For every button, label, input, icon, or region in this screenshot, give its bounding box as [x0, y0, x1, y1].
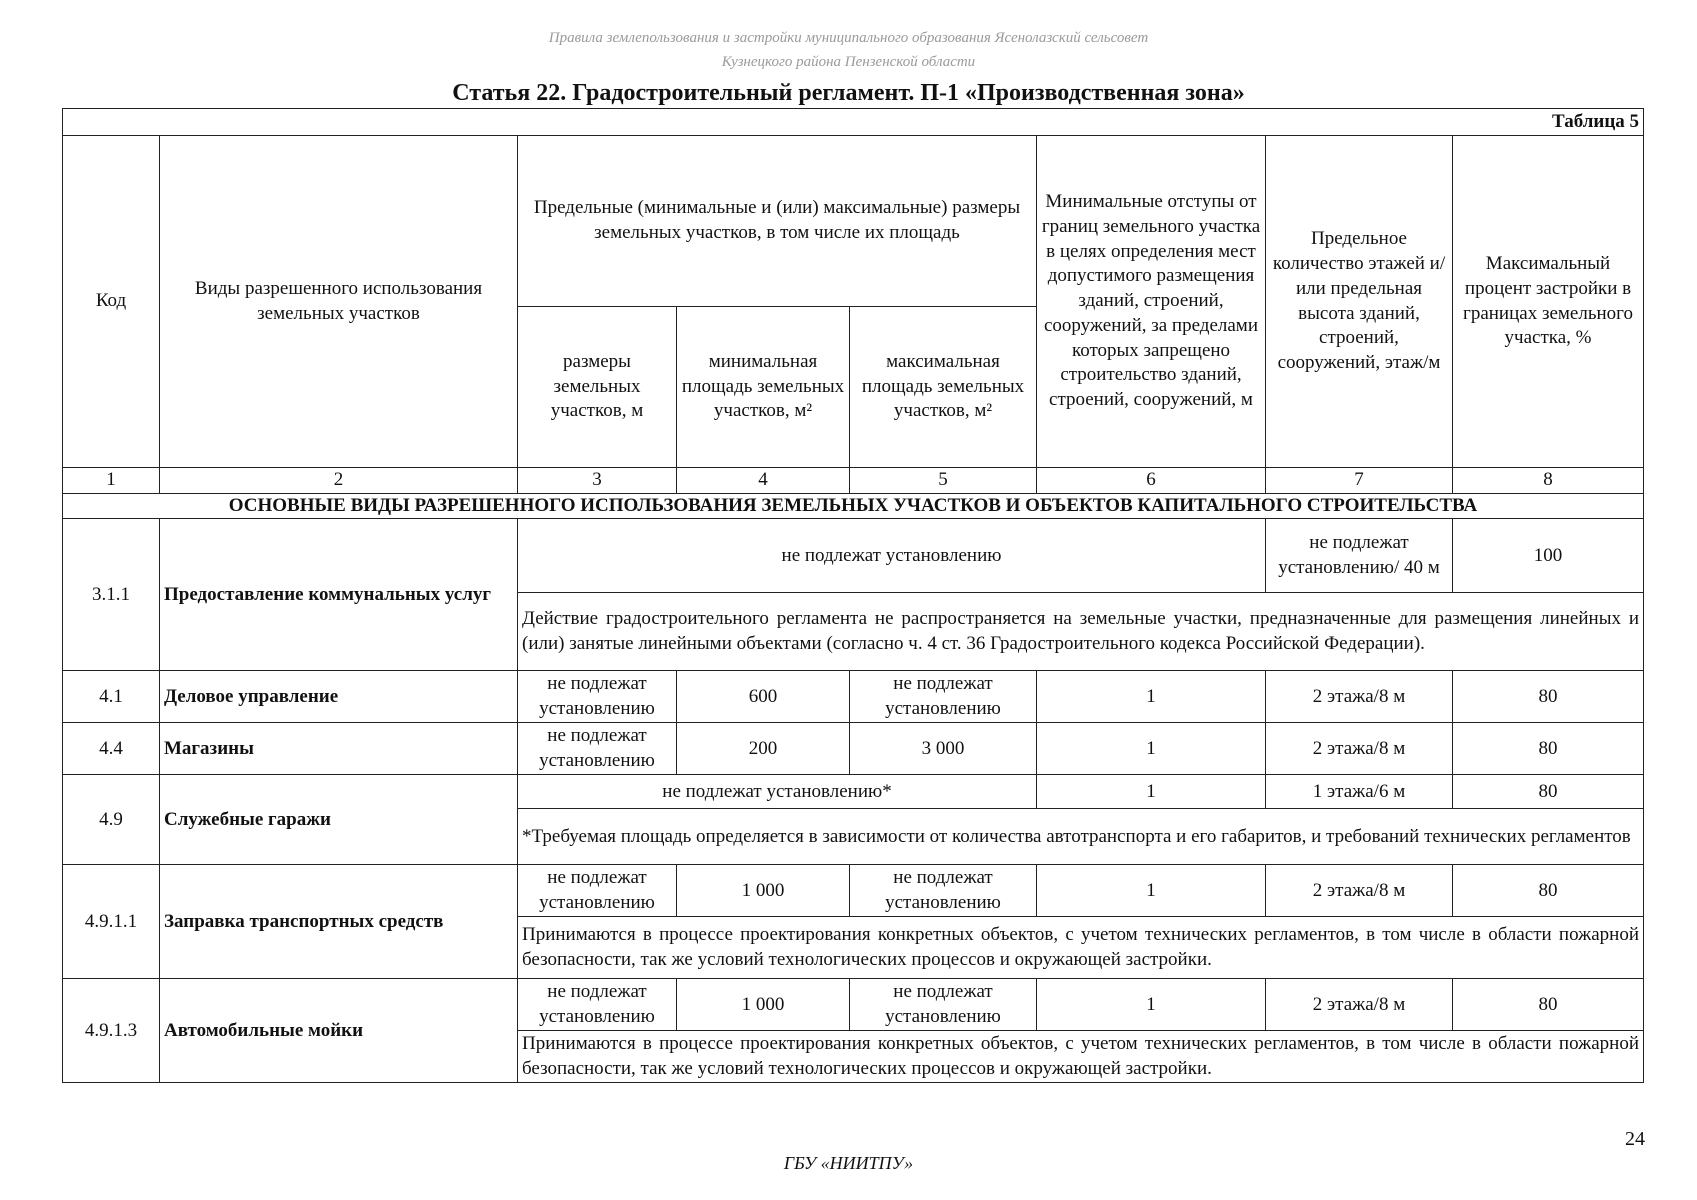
row-name: Служебные гаражи	[160, 775, 518, 865]
row-code: 4.4	[63, 723, 160, 775]
row-setbacks: 1	[1037, 671, 1266, 723]
row-merged-value: не подлежат установлению	[518, 519, 1266, 593]
row-floors: 2 этажа/8 м	[1266, 979, 1453, 1031]
row-name: Автомобильные мойки	[160, 979, 518, 1083]
row-coverage: 80	[1453, 865, 1644, 917]
row-setbacks: 1	[1037, 775, 1266, 809]
column-number: 7	[1266, 468, 1453, 494]
row-coverage: 80	[1453, 671, 1644, 723]
table-row	[63, 723, 1644, 775]
row-min-area: 1 000	[677, 865, 850, 917]
row-coverage: 80	[1453, 775, 1644, 809]
column-number: 4	[677, 468, 850, 494]
table-row	[63, 865, 1644, 917]
row-sizes: не подлежат установлению	[518, 979, 677, 1031]
row-min-area: 200	[677, 723, 850, 775]
row-sizes: не подлежат установлению	[518, 671, 677, 723]
row-min-area: 600	[677, 671, 850, 723]
section-title: ОСНОВНЫЕ ВИДЫ РАЗРЕШЕННОГО ИСПОЛЬЗОВАНИЯ ЗЕМЕЛЬНЫХ УЧАСТКОВ И ОБЪЕКТОВ КАПИТАЛЬНОГО СТРОИТЕЛЬСТВА	[63, 493, 1644, 519]
header-limits: Предельные (минимальные и (или) максимальные) размеры земельных участков, в том числе их площадь	[518, 136, 1037, 307]
running-header-line1: Правила землепользования и застройки муниципального образования Ясенолазский сельсовет	[548, 30, 1149, 46]
row-name: Предоставление коммунальных услуг	[160, 519, 518, 671]
column-number: 5	[850, 468, 1037, 494]
row-merged-value: не подлежат установлению*	[518, 775, 1037, 809]
row-setbacks: 1	[1037, 865, 1266, 917]
row-name: Заправка транспортных средств	[160, 865, 518, 979]
column-numbers-row	[63, 468, 1644, 494]
running-header-line2: Кузнецкого района Пензенской области	[721, 54, 976, 70]
row-floors: не подлежат установлению/ 40 м	[1266, 519, 1453, 593]
row-setbacks: 1	[1037, 723, 1266, 775]
row-max-area: не подлежат установлению	[850, 865, 1037, 917]
header-floors: Предельное количество этажей и/или предельная высота зданий, строений, сооружений, этаж/м	[1266, 136, 1453, 468]
header-types: Виды разрешенного использования земельных участков	[160, 136, 518, 468]
page-footer: ГБУ «НИИТПУ»	[783, 1153, 914, 1173]
header-min-area: минимальная площадь земельных участков, м²	[677, 307, 850, 468]
row-max-area: не подлежат установлению	[850, 671, 1037, 723]
row-coverage: 100	[1453, 519, 1644, 593]
row-floors: 1 этажа/6 м	[1266, 775, 1453, 809]
header-max-area: максимальная площадь земельных участков, м²	[850, 307, 1037, 468]
row-note: *Требуемая площадь определяется в зависимости от количества автотранспорта и его габаритов, и требований технических регламентов	[518, 809, 1644, 865]
header-code: Код	[63, 136, 160, 468]
header-sizes: размеры земельных участков, м	[518, 307, 677, 468]
table-label: Таблица 5	[63, 109, 1644, 136]
page-number: 24	[1625, 1128, 1645, 1150]
row-note: Действие градостроительного регламента не распространяется на земельные участки, предназначенные для размещения линейных и (или) занятые линейными объектами (согласно ч. 4 ст. 36 Градостроительного кодекса Российской Федерации).	[518, 593, 1644, 671]
page-title: Статья 22. Градостроительный регламент. П-1 «Производственная зона»	[452, 80, 1245, 106]
row-floors: 2 этажа/8 м	[1266, 723, 1453, 775]
row-sizes: не подлежат установлению	[518, 865, 677, 917]
row-setbacks: 1	[1037, 979, 1266, 1031]
column-number: 6	[1037, 468, 1266, 494]
row-name: Магазины	[160, 723, 518, 775]
row-note: Принимаются в процессе проектирования конкретных объектов, с учетом технических регламентов, в том числе в области пожарной безопасности, так же условий технологических процессов и окружающей застройки.	[518, 917, 1644, 979]
column-number: 3	[518, 468, 677, 494]
row-max-area: не подлежат установлению	[850, 979, 1037, 1031]
row-min-area: 1 000	[677, 979, 850, 1031]
row-note: Принимаются в процессе проектирования конкретных объектов, с учетом технических регламентов, в том числе в области пожарной безопасности, так же условий технологических процессов и окружающей застройки.	[518, 1031, 1644, 1083]
row-code: 4.9	[63, 775, 160, 865]
row-coverage: 80	[1453, 979, 1644, 1031]
row-code: 3.1.1	[63, 519, 160, 671]
row-coverage: 80	[1453, 723, 1644, 775]
header-coverage: Максимальный процент застройки в границах земельного участка, %	[1453, 136, 1644, 468]
row-code: 4.9.1.1	[63, 865, 160, 979]
row-floors: 2 этажа/8 м	[1266, 865, 1453, 917]
regulation-table	[62, 108, 1644, 1083]
table-row	[63, 671, 1644, 723]
row-sizes: не подлежат установлению	[518, 723, 677, 775]
table-row	[63, 775, 1644, 809]
row-name: Деловое управление	[160, 671, 518, 723]
table-row	[63, 979, 1644, 1031]
table-row	[63, 519, 1644, 593]
header-setbacks: Минимальные отступы от границ земельного участка в целях определения мест допустимого размещения зданий, строений, сооружений, за пределами которых запрещено строительство зданий, строений, сооружений, м	[1037, 136, 1266, 468]
column-number: 8	[1453, 468, 1644, 494]
row-max-area: 3 000	[850, 723, 1037, 775]
row-code: 4.1	[63, 671, 160, 723]
column-number: 1	[63, 468, 160, 494]
row-code: 4.9.1.3	[63, 979, 160, 1083]
row-floors: 2 этажа/8 м	[1266, 671, 1453, 723]
column-number: 2	[160, 468, 518, 494]
